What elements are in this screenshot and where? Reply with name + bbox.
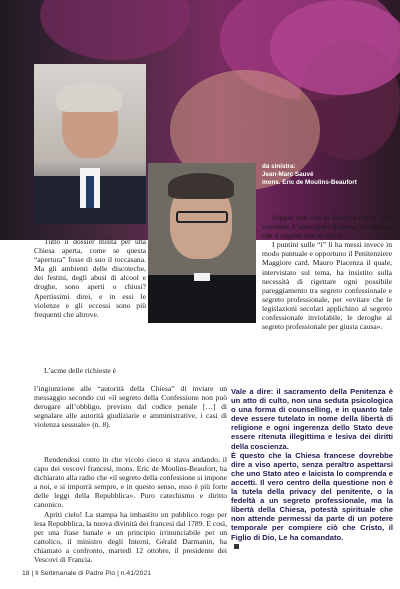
separator: | (117, 570, 121, 577)
highlight-box (231, 387, 393, 551)
paragraph: Apriti cielo! La stampa ha imbastito un pubblico rogo per lesa Repubblica, la nuova divinità dei francesi dal 1789. E così, per una frase banale e un principio irrinunciabile per un cattolico, il ministro degli Interni, Gérald Darmanin, ha chiamato a confronto, martedì 12 ottobre, il presidente dei Vescovi di Francia. (34, 509, 227, 565)
paragraph: Tutto il dossier milita per una Chiesa aperta, come se questa “apertura” fosse di suo il toccasana. Ma gli ambienti delle discoteche, dei festini, degli abusi di alcool e droghe, sono aperti o chiusi? Apertissimi direi, e in essi le violenze e gli eccessi sono più frequenti che altrove. (34, 237, 146, 319)
paragraph: L’acme delle richieste è (44, 366, 117, 375)
end-of-article-mark (234, 544, 239, 549)
caption-line3: mons. Eric de Moulins-Beaufort (262, 179, 357, 186)
paragraph: l’ingiunzione alle “autorità della Chiesa” di inviare un messaggio secondo cui «il segreto della Confessione non può derogare all’obbligo, previsto dal codice penale […] di segnalare alle autorità giudiziarie e amministrative, i casi di violenza sessuale» (n. 8). (34, 384, 227, 430)
separator: | (31, 570, 36, 577)
right-column-top (262, 213, 392, 331)
caption-line1: da sinistra: (262, 163, 296, 170)
paragraph: I puntini sulle “i” li ha messi invece in modo puntuale e opportuno il Penitenziere Maggiore card. Mauro Piacenza il quale, intervistato sul tema, ha insistito sulla necessità di rigettare ogni possibile pareggiamento tra segreto confessionale e segreto professionale, per «evitare che le legislazioni secolari applichino al segreto confessionale inviolabile, le deroghe al segreto professionale per giusta causa». (262, 240, 392, 332)
caption-line2: Jean-Marc Sauvé (262, 171, 314, 178)
paragraph: Seppur non con la fierezza che il caso vorrebbe, l’episcopato francese ha ribadito che il segreto non si tocca. (262, 213, 392, 241)
highlight-paragraph: È questo che la Chiesa francese dovrebbe dire a viso aperto, senza peraltro aspettarsi che uno Stato ateo e laicista lo comprenda e accetti. Il vero centro della questione non è la tutela della privacy del penitente, o la fedeltà a un segreto professionale, ma la libertà della Chiesa, potestà spirituale che non attende permessi da parte di un potere temporale per compiere ciò che Cristo, il Figlio di Dio, Le ha comandato. (231, 450, 393, 542)
magazine-name: Il Settimanale di Padre Pio (35, 570, 116, 577)
photo-eric-de-moulins-beaufort (148, 163, 256, 323)
photo-caption (262, 163, 397, 187)
left-column-top (34, 237, 146, 319)
highlight-paragraph: Vale a dire: il sacramento della Penitenza è un atto di culto, non una seduta psicologica o una forma di counselling, e in quanto tale deve essere tutelato in nome della libertà di religione e ogni ingerenza dello Stato deve essere ritenuta illegittima e lesiva dei diritti della coscienza. (231, 387, 393, 451)
paragraph: Rendendosi conto in che vicolo cieco si stava andando, il capo dei vescovi francesi, mons. Eric de Moulins-Beaufort, ha dichiarato alla radio che «il segreto della confessione si impone a noi, e si imporrà sempre, e in questo senso, esso è più forte delle leggi della Repubblica». Puro catechismo e diritto canonico. (34, 455, 227, 510)
photo-jean-marc-sauve (34, 64, 146, 224)
issue-number: n.41/2021 (120, 570, 152, 577)
full-span-paragraph (34, 384, 227, 429)
left-column-mid (34, 366, 146, 375)
left-column-bottom (34, 455, 227, 564)
page-number: 18 (22, 570, 30, 577)
footer (22, 570, 151, 577)
